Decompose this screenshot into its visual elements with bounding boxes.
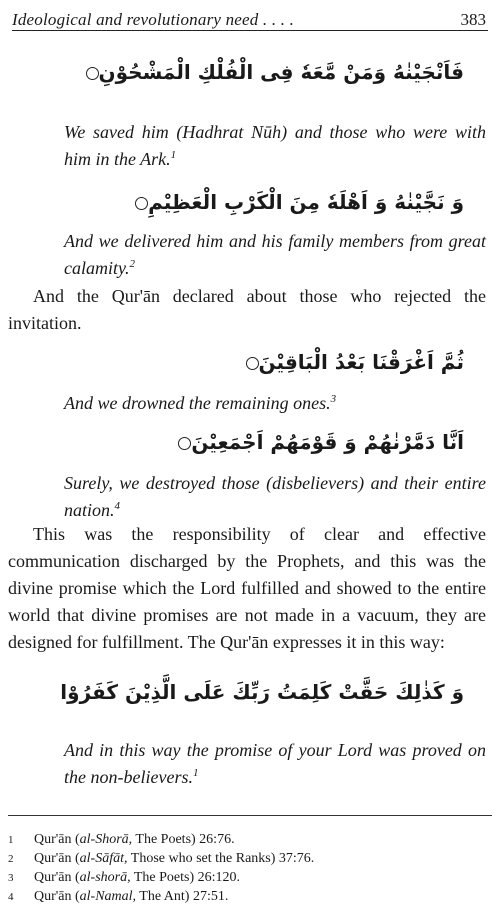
footnote-text: Qur'ān ( — [34, 889, 80, 904]
arabic-text: وَ كَذٰلِكَ حَقَّتْ كَلِمَتُ رَبِّكَ عَلَى الَّذِيْنَ كَفَرُوْا — [60, 680, 464, 704]
translation-text: Surely, we destroyed those (disbelievers) and their entire nation. — [64, 473, 486, 520]
footnote-text: Qur'ān ( — [34, 832, 80, 847]
footnote-number: 1 — [8, 834, 14, 846]
translation-text: And we drowned the remaining ones. — [64, 393, 331, 413]
footnote-text: The Ant) 27:51. — [136, 889, 229, 904]
verse-end-marker — [246, 357, 259, 370]
translation-4 — [64, 470, 486, 524]
arabic-verse-5 — [60, 680, 464, 704]
footnote-4 — [8, 888, 228, 906]
footnote-text: Those who set the Ranks) 37:76. — [127, 851, 315, 866]
paragraph-1: And the Qur'ān declared about those who rejected the invitation. — [8, 286, 486, 333]
footnote-text: Qur'ān ( — [34, 870, 80, 885]
footnote-divider — [8, 815, 492, 816]
arabic-verse-2 — [132, 190, 464, 214]
footnote-number: 3 — [8, 872, 14, 884]
footnote-surah: al-shorā, — [79, 870, 131, 885]
translation-5 — [64, 737, 486, 791]
footnote-text: The Poets) 26:76. — [132, 832, 235, 847]
footnote-ref: 1 — [170, 149, 177, 161]
translation-3 — [64, 390, 486, 417]
translation-2 — [64, 228, 486, 282]
footnote-ref: 3 — [330, 393, 337, 405]
footnote-number: 2 — [8, 853, 14, 865]
footnote-text: The Poets) 26:120. — [130, 870, 241, 885]
translation-1 — [64, 119, 486, 173]
footnote-3 — [8, 869, 240, 887]
footnote-ref: 2 — [129, 258, 135, 270]
translation-text: We saved him (Hadhrat Nūh) and those who were with him in the Ark. — [64, 122, 486, 169]
verse-end-marker — [86, 67, 99, 80]
footnote-surah: al-Namal, — [79, 889, 137, 904]
footnote-ref: 1 — [192, 767, 199, 779]
running-title: Ideological and revolutionary need . . . . — [12, 10, 295, 29]
page-number: 383 — [460, 10, 486, 29]
verse-end-marker — [178, 437, 191, 450]
footnote-surah: al-Sāfāt, — [79, 851, 128, 866]
running-header — [12, 4, 488, 31]
verse-end-marker — [135, 197, 148, 210]
footnote-1 — [8, 831, 235, 849]
paragraph-2: This was the responsibility of clear and effective communication discharged by the Prophets, and this was the divine promise which the Lord fulfilled and showed to the entire world that divine promises are not made in a vacuum, they are designed for fulfillment. The Qur'ān expresses it in this way: — [8, 524, 486, 652]
arabic-verse-1 — [83, 60, 464, 84]
footnote-text: Qur'ān ( — [34, 851, 80, 866]
arabic-text: ثُمَّ اَغْرَقْنَا بَعْدُ الْبَاقِيْنَ — [258, 350, 464, 374]
arabic-text: فَاَنْجَيْنٰهُ وَمَنْ مَّعَهٗ فِى الْفُلْكِ الْمَشْحُوْنِ — [98, 60, 464, 84]
footnote-ref: 4 — [114, 500, 121, 512]
translation-text: And in this way the promise of your Lord was proved on the non-believers. — [64, 740, 486, 787]
arabic-verse-3 — [243, 350, 464, 374]
arabic-verse-4 — [175, 430, 464, 454]
footnote-number: 4 — [8, 891, 14, 903]
footnote-surah: al-Shorā, — [79, 832, 133, 847]
arabic-text: اَنَّا دَمَّرْنٰهُمْ وَ قَوْمَهُمْ اَجْمَعِيْنَ — [191, 430, 464, 454]
footnote-2 — [8, 850, 314, 868]
arabic-text: وَ نَجَّيْنٰهُ وَ اَهْلَهٗ مِنَ الْكَرْبِ الْعَظِيْمِ — [148, 190, 464, 214]
translation-text: And we delivered him and his family members from great calamity. — [64, 231, 486, 278]
